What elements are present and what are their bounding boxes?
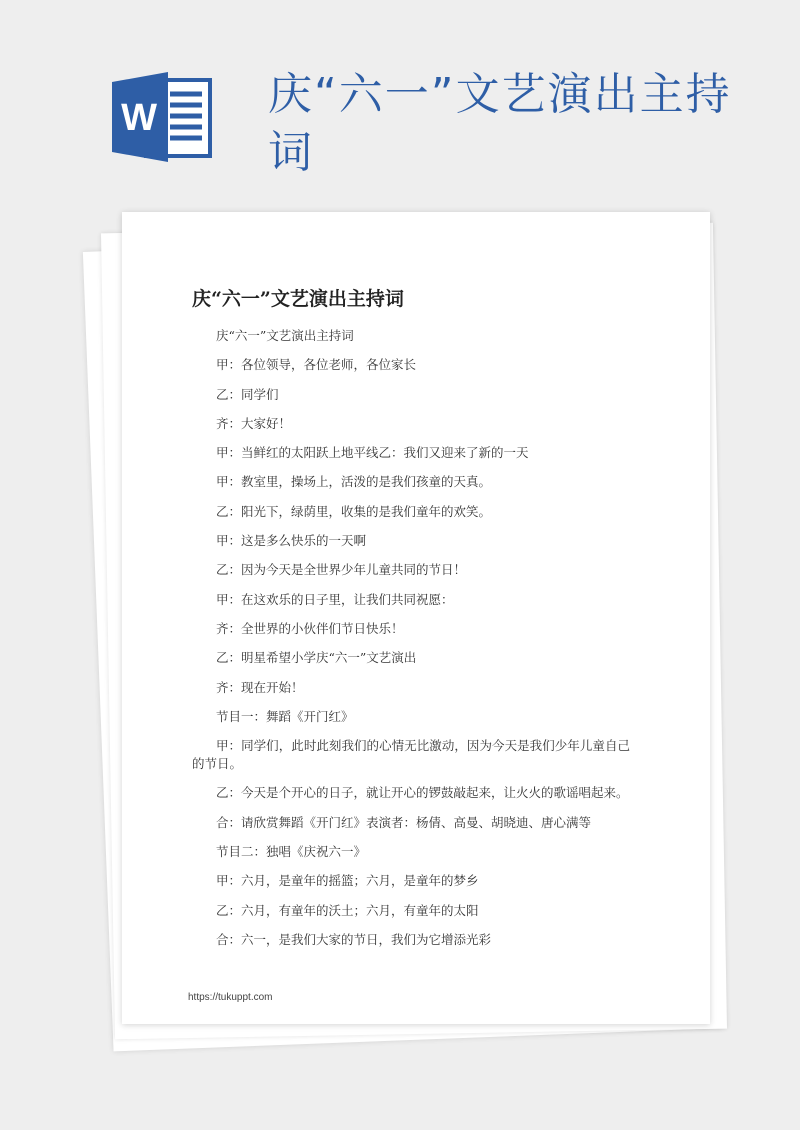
document-body: [192, 327, 630, 960]
document-line: 节目二：独唱《庆祝六一》: [216, 844, 367, 860]
document-line: 甲：教室里，操场上，活泼的是我们孩童的天真。: [216, 474, 492, 490]
document-line: 甲：六月，是童年的摇篮；六月，是童年的梦乡: [216, 873, 479, 889]
document-page: [122, 212, 710, 1024]
document-line: 乙：阳光下，绿荫里，收集的是我们童年的欢笑。: [216, 503, 492, 519]
footer-url: https://tukuppt.com: [188, 992, 273, 1003]
document-title: 庆“六一”文艺演出主持词: [192, 288, 404, 310]
document-line: 乙：同学们: [216, 386, 279, 402]
word-icon-letter: W: [121, 97, 157, 139]
document-line: 齐：现在开始！: [216, 679, 304, 695]
document-line: 节目一：舞蹈《开门红》: [216, 708, 354, 724]
document-line: 甲：各位领导，各位老师，各位家长: [216, 357, 417, 373]
document-line: 庆“六一”文艺演出主持词: [216, 328, 354, 343]
document-line: 乙：明星希望小学庆“六一”文艺演出: [216, 650, 417, 666]
document-line: 乙：今天是个开心的日子，就让开心的锣鼓敲起来，让火火的歌谣唱起来。: [216, 785, 629, 801]
document-line: 齐：全世界的小伙伴们节日快乐！: [216, 620, 404, 636]
document-line: 甲：同学们，此时此刻我们的心情无比激动，因为今天是我们少年儿童自己的节日。: [192, 738, 630, 772]
word-document-icon: [112, 72, 212, 162]
document-line: 合：请欣赏舞蹈《开门红》表演者：杨倩、高曼、胡晓迪、唐心满等: [216, 814, 592, 830]
document-line: 甲：这是多么快乐的一天啊: [216, 533, 367, 549]
document-line: 齐：大家好！: [216, 415, 292, 431]
document-line: 乙：因为今天是全世界少年儿童共同的节日！: [216, 562, 467, 578]
banner-title: 庆“六一”文艺演出主持词: [268, 69, 732, 178]
document-line: 乙：六月，有童年的沃土；六月，有童年的太阳: [216, 902, 479, 918]
document-line: 甲：在这欢乐的日子里，让我们共同祝愿：: [216, 591, 454, 607]
document-line: 甲：当鲜红的太阳跃上地平线乙：我们又迎来了新的一天: [216, 445, 529, 461]
document-line: 合：六一，是我们大家的节日，我们为它增添光彩: [216, 931, 492, 947]
